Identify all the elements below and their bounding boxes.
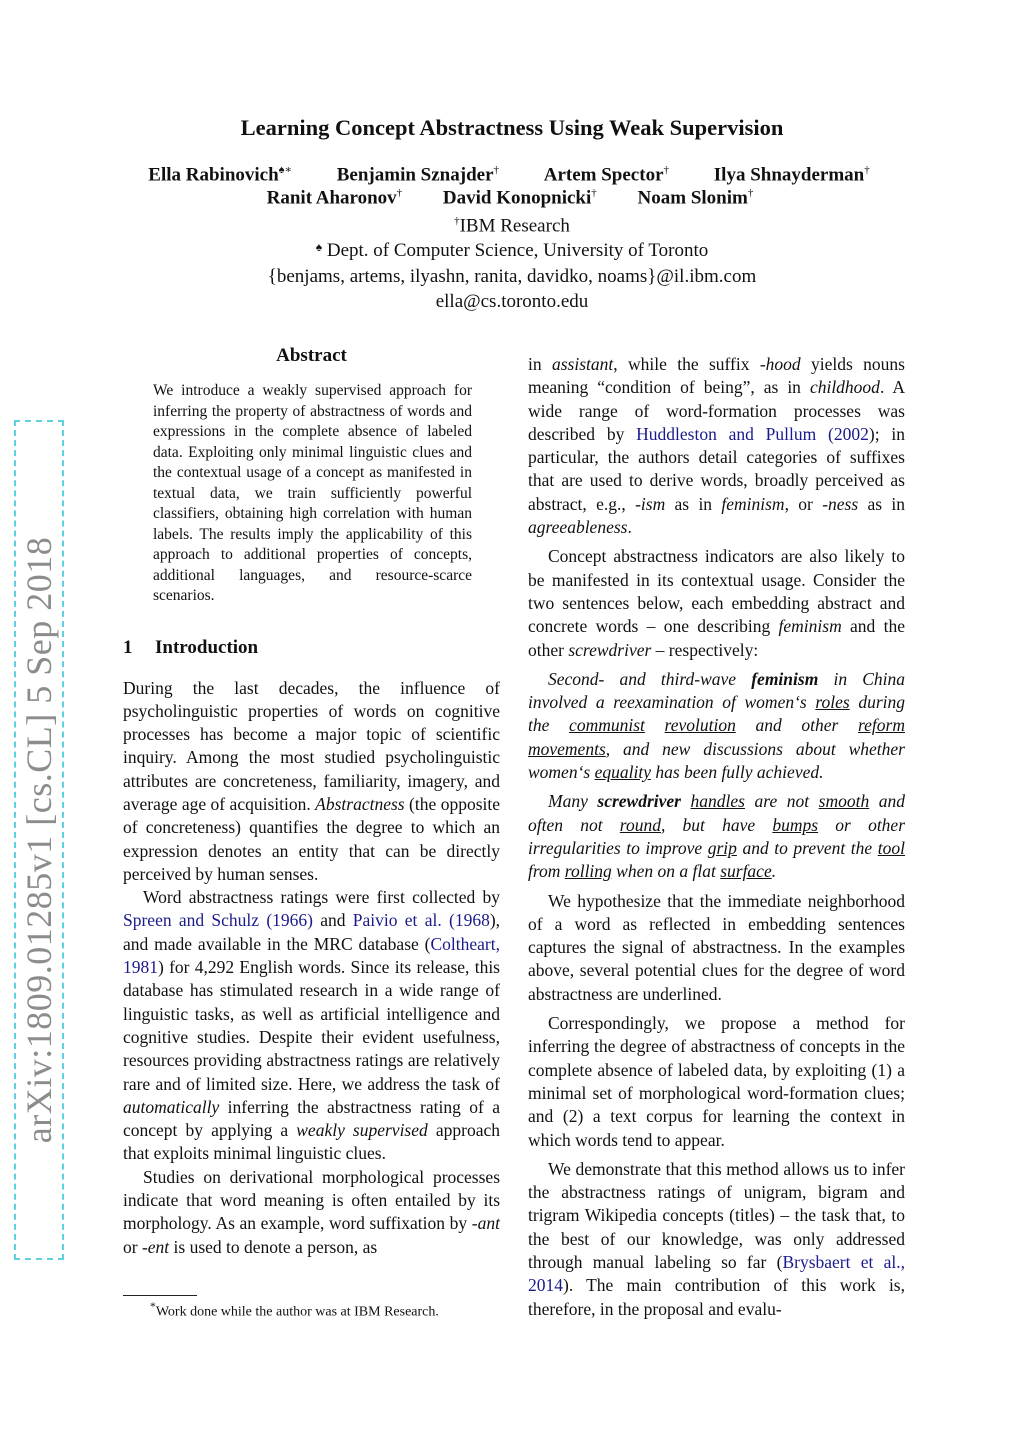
arxiv-id-text: arXiv:1809.01285v1 [cs.CL] 5 Sep 2018: [19, 536, 59, 1144]
author: Ella Rabinovich♠∗: [148, 164, 292, 186]
right-paragraph-4: Correspondingly, we propose a method for inferring the degree of abstractness of concepts in the complete absence of labeled data, by exploiting (1) a minimal set of morphological word-formation clues; and (2) a text corpus for learning the context in which words tend to appear.: [528, 1013, 905, 1150]
example-sentence-screwdriver: Many screwdriver handles are not smooth and often not round, but have bumps or other irregularities to improve grip and to prevent the tool from rolling when on a flat surface.: [528, 791, 906, 882]
abstract-text: We introduce a weakly supervised approach for inferring the property of abstractness of words and expressions in the complete absence of labeled data. Exploiting only minimal linguistic clues and the contextual usage of a concept as manifested in textual data, we train sufficiently powerful classifiers, obtaining high correlation with human labels. The results imply the applicability of this approach to additional properties of concepts, additional languages, and resource-scarce scenarios.: [153, 382, 472, 604]
citation-link[interactable]: Spreen and Schulz (1966): [123, 910, 313, 931]
author: Ilya Shnayderman†: [713, 164, 870, 186]
intro-paragraph-2: Word abstractness ratings were first collected by Spreen and Schulz (1966) and Paivio et al. (1968), and made available in the MRC database (Coltheart, 1981) for 4,292 English words. Since its release, this database has stimulated research in a wide range of linguistic tasks, as well as artificial intelligence and cognitive studies. Despite their evident usefulness, resources providing abstractness ratings are relatively rare and of limited size. Here, we address the task of automatically inferring the abstractness rating of a concept by applying a weakly supervised approach that exploits minimal linguistic clues.: [123, 887, 501, 1164]
example-sentence-feminism: Second- and third-wave feminism in China involved a reexamination of women‘s roles during the communist revolution and other reform movements, and new discussions about whether women‘s equality has been fully achieved.: [528, 668, 905, 783]
author: David Konopnicki†: [442, 187, 597, 209]
affiliation-emails: {benjams, artems, ilyashn, ranita, davidko, noams}@il.ibm.com: [267, 266, 757, 287]
author: Artem Spector†: [543, 164, 670, 186]
author: Benjamin Sznajder†: [336, 164, 499, 186]
affiliation-ibm: †IBM Research: [454, 215, 570, 237]
spade-icon: ♠: [315, 240, 323, 254]
intro-paragraph-3: Studies on derivational morphological processes indicate that word meaning is often entailed by its morphology. As an example, word suffixation by -ant or -ent is used to denote a person, as: [123, 1166, 500, 1257]
author-list-line-1: [0, 163, 1021, 186]
right-paragraph-2: Concept abstractness indicators are also likely to be manifested in its contextual usage. Consider the two sentences below, each embedding abstract and concrete words – one describing feminism and the other screwdriver – respectively:: [528, 546, 905, 660]
section-heading-introduction: 1 Introduction: [123, 636, 259, 658]
abstract-heading: Abstract: [276, 345, 347, 366]
right-paragraph-5: We demonstrate that this method allows us to infer the abstractness ratings of unigram, bigram and trigram Wikipedia concepts (titles) – the task that, to the best of our knowledge, was only addressed through manual labeling so far (Brysbaert et al., 2014). The main contribution of this work is, therefore, in the proposal and evalu-: [528, 1158, 905, 1319]
right-paragraph-1: in assistant, while the suffix -hood yields nouns meaning “condition of being”, as in childhood. A wide range of word-formation processes was described by Huddleston and Pullum (2002); in particular, the authors detail categories of suffixes that are used to derive words, broadly perceived as abstract, e.g., -ism as in feminism, or -ness as in agreeableness.: [528, 354, 905, 538]
affiliation-toronto: ♠ Dept. of Computer Science, University of Toronto: [315, 240, 709, 261]
right-paragraph-3: We hypothesize that the immediate neighborhood of a word as reflected in embedding sentences captures the signal of abstractness. In the examples above, several potential clues for the degree of word abstractness are underlined.: [528, 890, 905, 1004]
author: Ranit Aharonov†: [266, 187, 403, 209]
author: Noam Slonim†: [637, 187, 754, 209]
author-list-line-2: [0, 187, 1022, 209]
citation-link[interactable]: Brysbaert et al., 2014: [528, 1251, 905, 1296]
citation-link[interactable]: Paivio et al. (1968: [352, 910, 490, 931]
paper-title: Learning Concept Abstractness Using Weak Supervision: [240, 115, 784, 140]
footnote: *Work done while the author was at IBM Research.: [150, 1300, 439, 1320]
citation-link[interactable]: Coltheart, 1981: [123, 933, 500, 978]
intro-paragraph-1: During the last decades, the influence of psycholinguistic properties of words on cognitive processes has become a major topic of scientific inquiry. Among the most studied psycholinguistic attributes are concreteness, familiarity, imagery, and average age of acquisition. Abstractness (the opposite of concreteness) quantifies the degree to which an expression denotes an entity that can be directly perceived by human senses.: [123, 677, 500, 884]
right-column: [528, 353, 905, 1327]
citation-link[interactable]: Huddleston and Pullum (2002: [636, 423, 869, 444]
affiliation-email-ella: ella@cs.toronto.edu: [435, 291, 589, 312]
left-column: [123, 345, 500, 1259]
footnote-divider: [123, 1295, 197, 1296]
arxiv-identifier-stamp: [14, 420, 64, 1260]
